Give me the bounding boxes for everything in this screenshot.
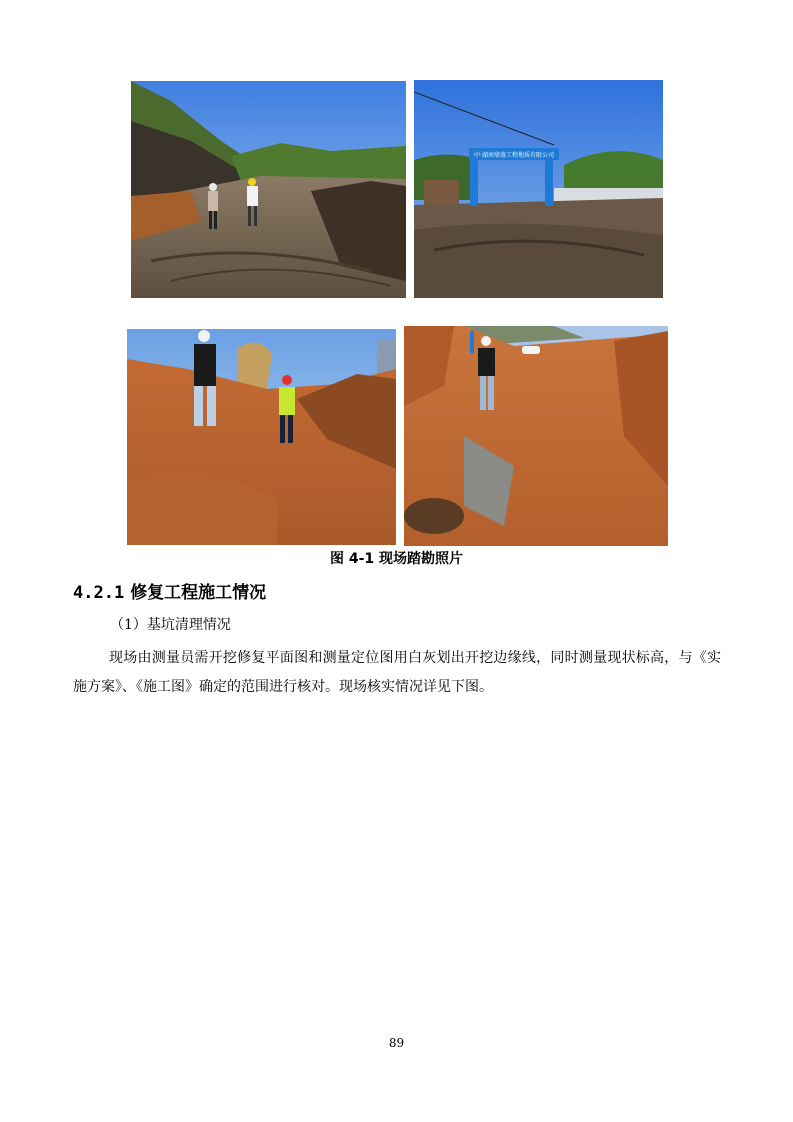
section-number: 4.2.1 [73, 583, 125, 603]
gate-sign-text: 中·湖南鼎盛工程地质有限公司 [474, 152, 554, 159]
page-number: 89 [388, 1036, 405, 1050]
section-heading [73, 578, 266, 603]
figure-caption: 图 4-1 现场踏勘照片 [329, 551, 464, 567]
site-photo-1 [131, 81, 406, 298]
site-photo-1-image [131, 81, 406, 298]
section-title: 修复工程施工情况 [130, 583, 267, 603]
site-photo-2 [414, 80, 663, 298]
body-paragraph: 现场由测量员需开挖修复平面图和测量定位图用白灰划出开挖边缘线，同时测量现状标高，与《实施方案》、《施工图》确定的范围进行核对。现场核实情况详见下图。 [73, 650, 721, 695]
site-photo-4 [404, 326, 668, 546]
site-photo-3 [127, 329, 396, 545]
site-photo-4-image [404, 326, 668, 546]
subheading: （1）基坑清理情况 [110, 617, 231, 633]
site-photo-3-image [127, 329, 396, 545]
site-photo-2-image [414, 80, 663, 298]
